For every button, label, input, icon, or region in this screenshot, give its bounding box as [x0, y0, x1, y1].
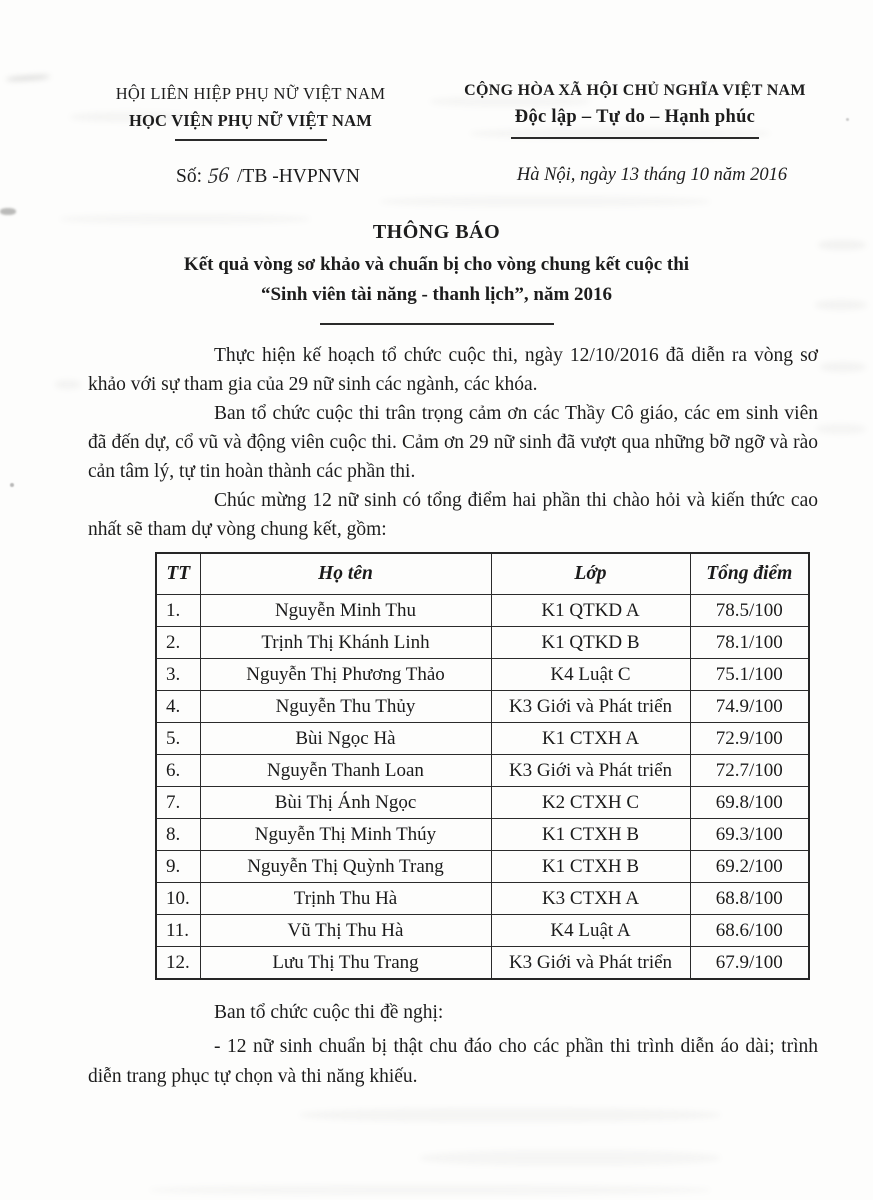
document-number-label: Số:: [176, 166, 203, 187]
total-score: 78.5/100: [690, 595, 809, 627]
student-name: Trịnh Thị Khánh Linh: [200, 627, 491, 659]
class-name: K3 Giới và Phát triển: [491, 947, 690, 980]
student-name: Nguyễn Thị Minh Thúy: [200, 819, 491, 851]
student-name: Lưu Thị Thu Trang: [200, 947, 491, 980]
total-score: 74.9/100: [690, 691, 809, 723]
total-score: 78.1/100: [690, 627, 809, 659]
national-motto: Độc lập – Tự do – Hạnh phúc: [514, 107, 756, 127]
bleedthrough-artifact: [150, 1185, 710, 1195]
class-name: K1 QTKD B: [491, 627, 690, 659]
closing-item: - 12 nữ sinh chuẩn bị thật chu đáo cho các phần thi trình diễn áo dài; trình diễn trang phục tự chọn và thi năng khiếu.: [88, 1036, 818, 1087]
class-name: K4 Luật C: [491, 659, 690, 691]
row-index: 1.: [156, 595, 200, 627]
row-index: 4.: [156, 691, 200, 723]
total-score: 68.6/100: [690, 915, 809, 947]
student-name: Nguyễn Thị Quỳnh Trang: [200, 851, 491, 883]
class-name: K1 CTXH B: [491, 851, 690, 883]
row-index: 6.: [156, 755, 200, 787]
class-name: K1 QTKD A: [491, 595, 690, 627]
total-score: 72.7/100: [690, 755, 809, 787]
class-name: K3 Giới và Phát triển: [491, 755, 690, 787]
column-header-class: Lớp: [491, 553, 690, 595]
total-score: 68.8/100: [690, 883, 809, 915]
issuing-org-block: [63, 84, 438, 141]
total-score: 69.2/100: [690, 851, 809, 883]
row-index: 10.: [156, 883, 200, 915]
total-score: 69.3/100: [690, 819, 809, 851]
table-row: [156, 659, 809, 691]
scan-speck: [846, 118, 849, 121]
total-score: 67.9/100: [690, 947, 809, 980]
document-title-block: [0, 221, 873, 325]
paragraph: Thực hiện kế hoạch tổ chức cuộc thi, ngày 12/10/2016 đã diễn ra vòng sơ khảo với sự tham gia của 29 nữ sinh các ngành, các khóa.: [88, 345, 818, 395]
class-name: K3 CTXH A: [491, 883, 690, 915]
scan-scribble-artifact: [6, 74, 50, 81]
org-underline: [175, 139, 327, 141]
document-number-suffix: /TB -HVPNVN: [237, 166, 360, 187]
student-name: Nguyễn Minh Thu: [200, 595, 491, 627]
row-index: 9.: [156, 851, 200, 883]
national-title: CỘNG HÒA XÃ HỘI CHỦ NGHĨA VIỆT NAM: [464, 82, 806, 99]
student-name: Bùi Thị Ánh Ngọc: [200, 787, 491, 819]
bleedthrough-artifact: [380, 196, 710, 207]
row-index: 5.: [156, 723, 200, 755]
row-index: 11.: [156, 915, 200, 947]
student-name: Nguyễn Thanh Loan: [200, 755, 491, 787]
table-row: [156, 819, 809, 851]
table-row: [156, 915, 809, 947]
row-index: 8.: [156, 819, 200, 851]
row-index: 7.: [156, 787, 200, 819]
total-score: 72.9/100: [690, 723, 809, 755]
column-header-score: Tổng điểm: [690, 553, 809, 595]
place-and-date: Hà Nội, ngày 13 tháng 10 năm 2016: [516, 165, 788, 185]
class-name: K2 CTXH C: [491, 787, 690, 819]
column-header-tt: TT: [156, 553, 200, 595]
results-table: [155, 552, 810, 980]
scan-speck: [10, 483, 14, 487]
table-row: [156, 691, 809, 723]
closing-block: [88, 998, 818, 1092]
row-index: 3.: [156, 659, 200, 691]
class-name: K4 Luật A: [491, 915, 690, 947]
results-table-body: [156, 595, 809, 980]
title-underline: [320, 323, 554, 325]
class-name: K1 CTXH A: [491, 723, 690, 755]
motto-underline: [511, 137, 759, 139]
bleedthrough-artifact: [55, 380, 81, 389]
row-index: 12.: [156, 947, 200, 980]
class-name: K3 Giới và Phát triển: [491, 691, 690, 723]
table-row: [156, 755, 809, 787]
table-row: [156, 627, 809, 659]
table-row: [156, 723, 809, 755]
student-name: Nguyễn Thu Thủy: [200, 691, 491, 723]
total-score: 69.8/100: [690, 787, 809, 819]
title-subtitle-line2: “Sinh viên tài năng - thanh lịch”, năm 2016: [260, 284, 613, 305]
bleedthrough-artifact: [816, 424, 866, 434]
student-name: Nguyễn Thị Phương Thảo: [200, 659, 491, 691]
parent-org-name: HỘI LIÊN HIỆP PHỤ NỮ VIỆT NAM: [115, 84, 386, 103]
table-row: [156, 851, 809, 883]
edge-mark-artifact: [0, 208, 16, 215]
table-row: [156, 883, 809, 915]
issuing-org-name: HỌC VIỆN PHỤ NỮ VIỆT NAM: [128, 111, 372, 130]
closing-intro: Ban tổ chức cuộc thi đề nghị:: [214, 1002, 444, 1023]
bleedthrough-artifact: [300, 1108, 720, 1122]
total-score: 75.1/100: [690, 659, 809, 691]
bleedthrough-artifact: [420, 1150, 720, 1166]
handwritten-document-number: 56: [207, 161, 230, 189]
document-number-line: [176, 163, 360, 188]
table-row: [156, 947, 809, 980]
document-type-heading: THÔNG BÁO: [372, 221, 501, 243]
title-subtitle-line1: Kết quả vòng sơ khảo và chuẩn bị cho vòng chung kết cuộc thi: [183, 254, 690, 275]
national-motto-block: [442, 82, 828, 139]
column-header-name: Họ tên: [200, 553, 491, 595]
row-index: 2.: [156, 627, 200, 659]
paragraph: Ban tổ chức cuộc thi trân trọng cảm ơn các Thầy Cô giáo, các em sinh viên đã đến dự, cổ vũ và động viên cuộc thi. Cảm ơn 29 nữ sinh đã vượt qua những bỡ ngỡ và rào cản tâm lý, tự tin hoàn thành các phần thi.: [88, 403, 818, 482]
bleedthrough-artifact: [820, 362, 866, 372]
table-row: [156, 787, 809, 819]
body-paragraphs: [88, 341, 818, 544]
student-name: Bùi Ngọc Hà: [200, 723, 491, 755]
student-name: Trịnh Thu Hà: [200, 883, 491, 915]
table-row: [156, 595, 809, 627]
table-header-row: [156, 553, 809, 595]
class-name: K1 CTXH B: [491, 819, 690, 851]
paragraph: Chúc mừng 12 nữ sinh có tổng điểm hai phần thi chào hỏi và kiến thức cao nhất sẽ tham dự vòng chung kết, gồm:: [88, 490, 818, 540]
student-name: Vũ Thị Thu Hà: [200, 915, 491, 947]
